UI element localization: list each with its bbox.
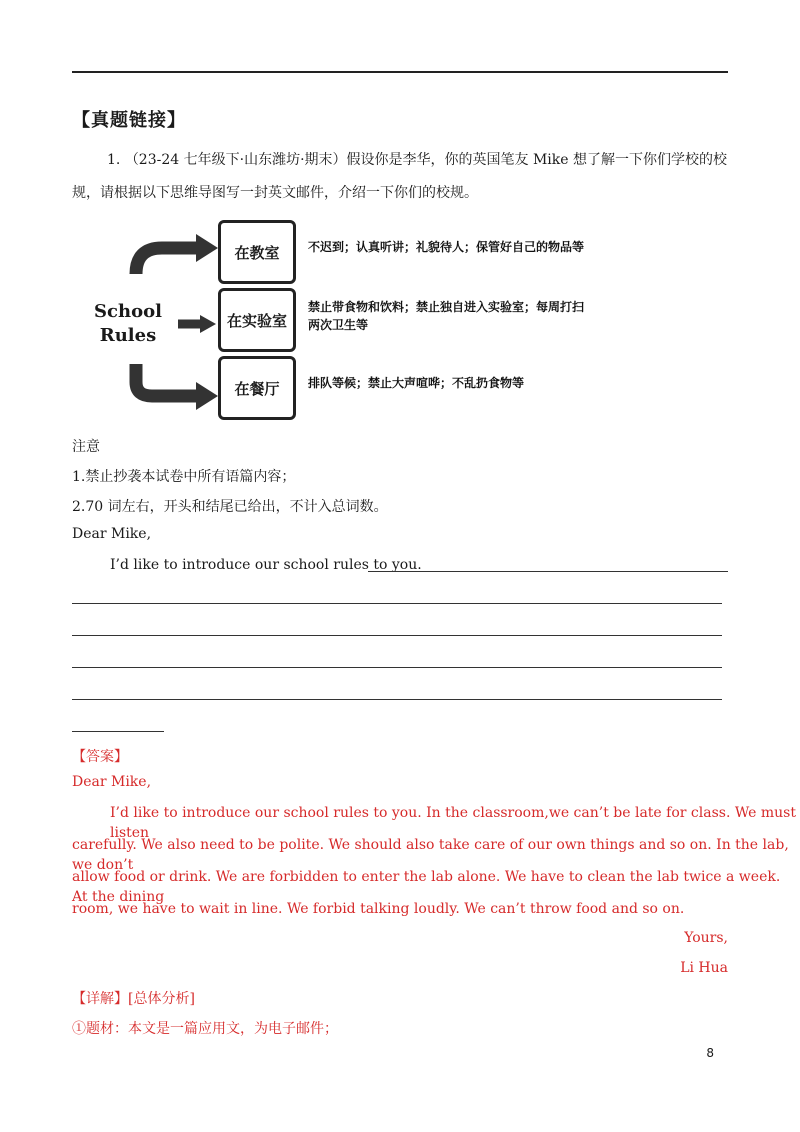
letter-greeting: Dear Mike, xyxy=(72,526,152,542)
answer-label: 【答案】 xyxy=(72,749,128,765)
analysis-label: 【详解】[总体分析] xyxy=(72,991,195,1007)
writing-line[interactable] xyxy=(72,603,722,604)
lab-rules-line2: 两次卫生等 xyxy=(308,318,369,332)
mind-map-root xyxy=(88,300,168,348)
writing-line[interactable] xyxy=(72,635,722,636)
question-line-2: 规，请根据以下思维导图写一封英文邮件，介绍一下你们的校规。 xyxy=(72,185,478,201)
analysis-item-1: ①题材：本文是一篇应用文，为电子邮件； xyxy=(72,1021,338,1037)
writing-line[interactable] xyxy=(72,667,722,668)
mind-map xyxy=(88,212,648,422)
writing-line[interactable] xyxy=(368,571,728,572)
answer-line-2: carefully. We also need to be polite. We should also take care of our own things and so on. In the lab, we don’t xyxy=(72,837,789,873)
question-number: 1. xyxy=(107,152,121,168)
answer-line-1: I’d like to introduce our school rules to you. In the classroom,we can’t be late for class. We must listen xyxy=(110,805,796,841)
dining-rules-line1: 排队等候；禁止大声喧哗；不乱扔食物等 xyxy=(308,376,525,390)
header-rule xyxy=(72,71,728,73)
place-classroom: 在教室 xyxy=(218,220,296,284)
notes-item-1: 1.禁止抄袭本试卷中所有语篇内容； xyxy=(72,469,296,485)
root-label-line1: School xyxy=(94,301,162,322)
answer-signature: Li Hua xyxy=(680,960,728,976)
answer-greeting: Dear Mike, xyxy=(72,774,152,790)
lab-rules xyxy=(308,298,648,334)
root-label-line2: Rules xyxy=(99,325,157,346)
notes-heading: 注意 xyxy=(72,439,100,455)
classroom-rules xyxy=(308,238,648,256)
question-text-1: （23-24 七年级下·山东潍坊·期末）假设你是李华，你的英国笔友 Mike 想了解一下你们学校的校 xyxy=(124,152,728,168)
classroom-rules-line1: 不迟到；认真听讲；礼貌待人；保管好自己的物品等 xyxy=(308,240,585,254)
page-number: 8 xyxy=(706,1046,714,1060)
dining-rules xyxy=(308,374,648,392)
answer-closing: Yours, xyxy=(684,930,728,946)
place-lab: 在实验室 xyxy=(218,288,296,352)
place-dining-room: 在餐厅 xyxy=(218,356,296,420)
writing-line[interactable] xyxy=(72,699,722,700)
letter-opening: I’d like to introduce our school rules to you. xyxy=(110,557,422,573)
section-title: 【真题链接】 xyxy=(72,110,186,131)
answer-line-3: allow food or drink. We are forbidden to enter the lab alone. We have to clean the lab twice a week. At the dining xyxy=(72,869,781,905)
notes-item-2: 2.70 词左右，开头和结尾已给出，不计入总词数。 xyxy=(72,499,388,515)
lab-rules-line1: 禁止带食物和饮料；禁止独自进入实验室；每周打扫 xyxy=(308,300,585,314)
answer-line-4: room, we have to wait in line. We forbid talking loudly. We can’t throw food and so on. xyxy=(72,901,685,917)
question-line-1 xyxy=(107,150,737,170)
writing-line[interactable] xyxy=(72,731,164,732)
